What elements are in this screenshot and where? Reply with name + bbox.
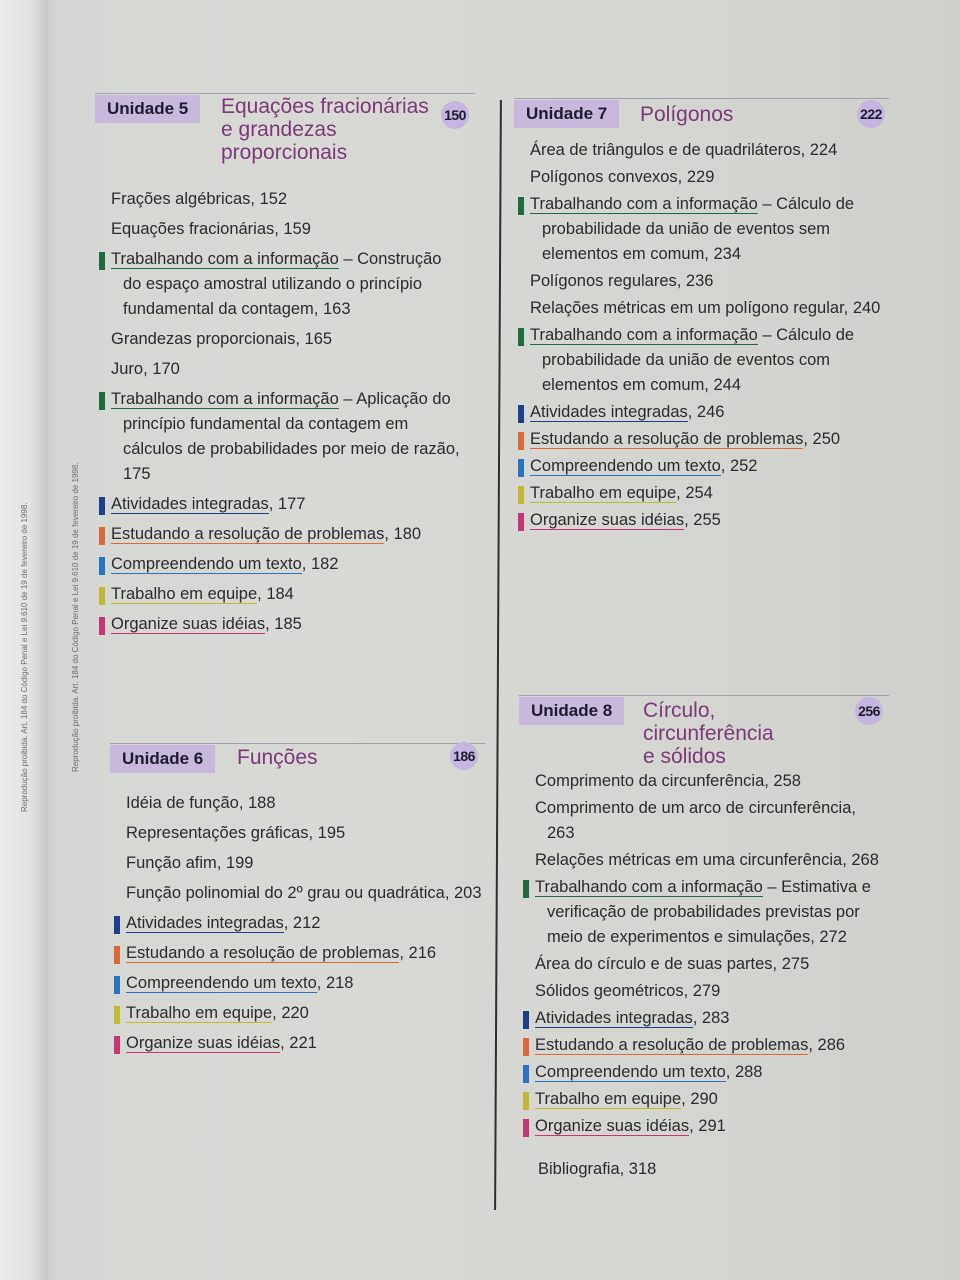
organize-section-marker-icon xyxy=(523,1119,529,1137)
entry-text: Polígonos regulares, 236 xyxy=(530,272,714,290)
entry-continuation: do espaço amostral utilizando o princípio xyxy=(123,275,423,293)
toc-entry xyxy=(110,941,485,966)
entry-continuation: 175 xyxy=(123,465,151,483)
toc-entry xyxy=(110,881,485,906)
toc-entry xyxy=(110,1001,485,1026)
entry-text: , 286 xyxy=(808,1036,846,1054)
section-label: Compreendendo um texto xyxy=(126,974,317,992)
trabalhando-section-marker-icon xyxy=(518,328,524,346)
unit-topic-list xyxy=(95,187,475,637)
entry-text: , 288 xyxy=(725,1063,763,1081)
toc-entry xyxy=(514,138,889,163)
entry-text: Representações gráficas, 195 xyxy=(126,824,346,842)
toc-entry xyxy=(514,400,889,425)
toc-entry xyxy=(95,217,475,242)
toc-entry xyxy=(514,165,889,190)
unit-header xyxy=(110,745,485,791)
unit-7 xyxy=(514,100,889,535)
entry-text: , 220 xyxy=(272,1004,309,1022)
trabalhando-section-marker-icon xyxy=(99,392,105,410)
section-label: Trabalho em equipe xyxy=(126,1004,273,1022)
unit-title-line: Círculo, xyxy=(643,699,716,722)
toc-entry xyxy=(95,492,475,517)
entry-text: , 180 xyxy=(384,525,422,543)
toc-entry xyxy=(110,821,485,846)
unit-rule xyxy=(110,743,485,744)
estudando-section-marker-icon xyxy=(99,527,105,545)
section-label: Trabalhando com a informação xyxy=(530,326,758,344)
compreendendo-section-marker-icon xyxy=(114,976,120,994)
section-label: Trabalhando com a informação xyxy=(111,250,339,268)
atividades-section-marker-icon xyxy=(114,916,120,934)
entry-text: , 254 xyxy=(676,484,713,502)
entry-text: , 216 xyxy=(399,944,437,962)
entry-text: – Aplicação do xyxy=(338,390,451,408)
toc-entry xyxy=(514,454,889,479)
unit-title xyxy=(237,746,318,769)
toc-entry xyxy=(95,247,475,322)
section-label: Trabalho em equipe xyxy=(530,484,677,502)
toc-entry xyxy=(95,552,475,577)
toc-entry xyxy=(514,323,889,398)
entry-text: Sólidos geométricos, 279 xyxy=(535,982,721,1000)
unit-title xyxy=(221,95,429,164)
estudando-section-marker-icon xyxy=(114,946,120,964)
trabalho_equipe-section-marker-icon xyxy=(99,587,105,605)
unit-header xyxy=(519,697,889,769)
entry-text: Comprimento de um arco de circunferência, xyxy=(535,799,856,817)
unit-6 xyxy=(110,745,485,1061)
unit-rule xyxy=(95,93,475,94)
organize-section-marker-icon xyxy=(114,1036,120,1054)
toc-entry xyxy=(519,1087,889,1112)
entry-text: – Construção xyxy=(338,250,442,268)
unit-header xyxy=(95,95,475,187)
entry-text: , 221 xyxy=(280,1034,317,1052)
unit-rule xyxy=(514,98,889,99)
section-label: Estudando a resolução de problemas xyxy=(126,944,400,962)
trabalho_equipe-section-marker-icon xyxy=(523,1092,529,1110)
toc-entry xyxy=(514,192,889,267)
column-divider xyxy=(494,100,502,1210)
trabalho_equipe-section-marker-icon xyxy=(518,486,524,504)
unit-title-line: e sólidos xyxy=(643,745,726,768)
entry-continuation: cálculos de probabilidades por meio de razão, xyxy=(123,440,460,458)
toc-entry xyxy=(110,791,485,816)
toc-entry xyxy=(514,296,889,321)
entry-text: Área de triângulos e de quadriláteros, 224 xyxy=(530,141,838,159)
toc-entry xyxy=(110,911,485,936)
unit-topic-list xyxy=(110,791,485,1056)
unit-title-line: Funções xyxy=(237,746,318,769)
toc-entry xyxy=(519,796,889,846)
entry-text: Idéia de função, 188 xyxy=(126,794,276,812)
entry-text: Polígonos convexos, 229 xyxy=(530,168,715,186)
entry-text: , 212 xyxy=(283,914,321,932)
entry-text: Função polinomial do 2º grau ou quadrática, 203 xyxy=(126,884,482,902)
entry-text: , 290 xyxy=(681,1090,718,1108)
unit-rule xyxy=(519,695,889,696)
trabalhando-section-marker-icon xyxy=(518,197,524,215)
toc-entry xyxy=(519,1060,889,1085)
toc-entry xyxy=(519,848,889,873)
copyright-note-outer: Reprodução proibida. Art. 184 do Código Penal e Lei 9.610 de 19 de fevereiro de 1998. xyxy=(20,502,29,812)
entry-text: – Cálculo de xyxy=(757,195,855,213)
entry-text: , 252 xyxy=(720,457,758,475)
section-label: Compreendendo um texto xyxy=(535,1063,726,1081)
organize-section-marker-icon xyxy=(99,617,105,635)
section-label: Atividades integradas xyxy=(111,495,269,513)
toc-entry xyxy=(95,327,475,352)
entry-text: Equações fracionárias, 159 xyxy=(111,220,311,238)
toc-entry xyxy=(519,1033,889,1058)
entry-continuation: princípio fundamental da contagem em xyxy=(123,415,409,433)
section-label: Trabalho em equipe xyxy=(535,1090,682,1108)
toc-entry xyxy=(519,1114,889,1139)
entry-text: Comprimento da circunferência, 258 xyxy=(535,772,801,790)
atividades-section-marker-icon xyxy=(518,405,524,423)
unit-page-number: 222 xyxy=(857,100,885,128)
entry-text: Função afim, 199 xyxy=(126,854,254,872)
entry-text: Relações métricas em um polígono regular, 240 xyxy=(530,299,881,317)
section-label: Trabalho em equipe xyxy=(111,585,258,603)
entry-continuation: meio de experimentos e simulações, 272 xyxy=(547,928,847,946)
toc-entry xyxy=(514,427,889,452)
toc-entry xyxy=(519,875,889,950)
section-label: Organize suas idéias xyxy=(111,615,266,633)
entry-text: , 177 xyxy=(268,495,306,513)
section-label: Estudando a resolução de problemas xyxy=(535,1036,809,1054)
toc-entry xyxy=(519,979,889,1004)
entry-text: , 218 xyxy=(316,974,354,992)
section-label: Estudando a resolução de problemas xyxy=(111,525,385,543)
section-label: Trabalhando com a informação xyxy=(535,878,763,896)
toc-entry xyxy=(110,1031,485,1056)
atividades-section-marker-icon xyxy=(523,1011,529,1029)
estudando-section-marker-icon xyxy=(518,432,524,450)
toc-entry xyxy=(95,522,475,547)
entry-text: Área do círculo e de suas partes, 275 xyxy=(535,955,810,973)
toc-entry xyxy=(95,357,475,382)
unit-5 xyxy=(95,95,475,642)
unit-title-line: Equações fracionárias xyxy=(221,95,429,118)
unit-badge: Unidade 5 xyxy=(95,95,200,123)
section-label: Compreendendo um texto xyxy=(111,555,302,573)
unit-badge: Unidade 7 xyxy=(514,100,619,128)
atividades-section-marker-icon xyxy=(99,497,105,515)
compreendendo-section-marker-icon xyxy=(99,557,105,575)
entry-continuation: probabilidade da união de eventos sem xyxy=(542,220,831,238)
section-label: Atividades integradas xyxy=(535,1009,693,1027)
entry-text: Juro, 170 xyxy=(111,360,180,378)
toc-entry xyxy=(519,952,889,977)
entry-text: , 184 xyxy=(257,585,294,603)
unit-badge: Unidade 8 xyxy=(519,697,624,725)
entry-text: , 255 xyxy=(684,511,721,529)
entry-text: – Cálculo de xyxy=(757,326,855,344)
toc-entry xyxy=(95,612,475,637)
toc-entry xyxy=(514,269,889,294)
entry-text: Grandezas proporcionais, 165 xyxy=(111,330,333,348)
section-label: Trabalhando com a informação xyxy=(530,195,758,213)
entry-continuation: elementos em comum, 234 xyxy=(542,245,742,263)
section-label: Organize suas idéias xyxy=(530,511,685,529)
section-label: Atividades integradas xyxy=(530,403,688,421)
trabalhando-section-marker-icon xyxy=(99,252,105,270)
entry-text: , 291 xyxy=(689,1117,726,1135)
unit-topic-list xyxy=(519,769,889,1139)
section-label: Compreendendo um texto xyxy=(530,457,721,475)
toc-entry xyxy=(95,387,475,487)
unit-topic-list xyxy=(514,138,889,533)
toc-entry xyxy=(519,1006,889,1031)
unit-badge: Unidade 6 xyxy=(110,745,215,773)
unit-title-line: proporcionais xyxy=(221,141,348,164)
section-label: Organize suas idéias xyxy=(535,1117,690,1135)
estudando-section-marker-icon xyxy=(523,1038,529,1056)
unit-8 xyxy=(519,697,889,1141)
entry-continuation: elementos em comum, 244 xyxy=(542,376,742,394)
entry-text: , 283 xyxy=(692,1009,730,1027)
trabalho_equipe-section-marker-icon xyxy=(114,1006,120,1024)
toc-entry xyxy=(519,769,889,794)
trabalhando-section-marker-icon xyxy=(523,880,529,898)
entry-text: Frações algébricas, 152 xyxy=(111,190,288,208)
copyright-note-inner: Reprodução proibida. Art. 184 do Código Penal e Lei 9.610 de 19 de fevereiro de 1998. xyxy=(71,462,80,772)
toc-entry xyxy=(514,508,889,533)
entry-text: , 185 xyxy=(265,615,302,633)
section-label: Trabalhando com a informação xyxy=(111,390,339,408)
section-label: Organize suas idéias xyxy=(126,1034,281,1052)
entry-text: – Estimativa e xyxy=(762,878,871,896)
toc-entry xyxy=(95,187,475,212)
entry-text: , 246 xyxy=(687,403,725,421)
unit-page-number: 186 xyxy=(450,742,478,770)
toc-entry xyxy=(110,971,485,996)
section-label: Atividades integradas xyxy=(126,914,284,932)
toc-entry xyxy=(95,582,475,607)
toc-entry xyxy=(514,481,889,506)
toc-entry xyxy=(110,851,485,876)
unit-title xyxy=(643,699,774,768)
unit-title-line: e grandezas xyxy=(221,118,337,141)
entry-text: , 250 xyxy=(803,430,841,448)
unit-page-number: 256 xyxy=(855,697,883,725)
entry-continuation: probabilidade da união de eventos com xyxy=(542,351,831,369)
unit-title-line: circunferência xyxy=(643,722,774,745)
section-label: Estudando a resolução de problemas xyxy=(530,430,804,448)
unit-page-number: 150 xyxy=(441,101,469,129)
entry-continuation: fundamental da contagem, 163 xyxy=(123,300,351,318)
bibliography-entry: Bibliografia, 318 xyxy=(538,1160,657,1178)
entry-continuation: 263 xyxy=(547,824,575,842)
organize-section-marker-icon xyxy=(518,513,524,531)
entry-text: , 182 xyxy=(301,555,339,573)
compreendendo-section-marker-icon xyxy=(523,1065,529,1083)
unit-header xyxy=(514,100,889,138)
compreendendo-section-marker-icon xyxy=(518,459,524,477)
unit-title-line: Polígonos xyxy=(640,103,734,126)
entry-continuation: verificação de probabilidades previstas por xyxy=(547,903,860,921)
entry-text: Relações métricas em uma circunferência, 268 xyxy=(535,851,879,869)
unit-title xyxy=(640,103,733,126)
